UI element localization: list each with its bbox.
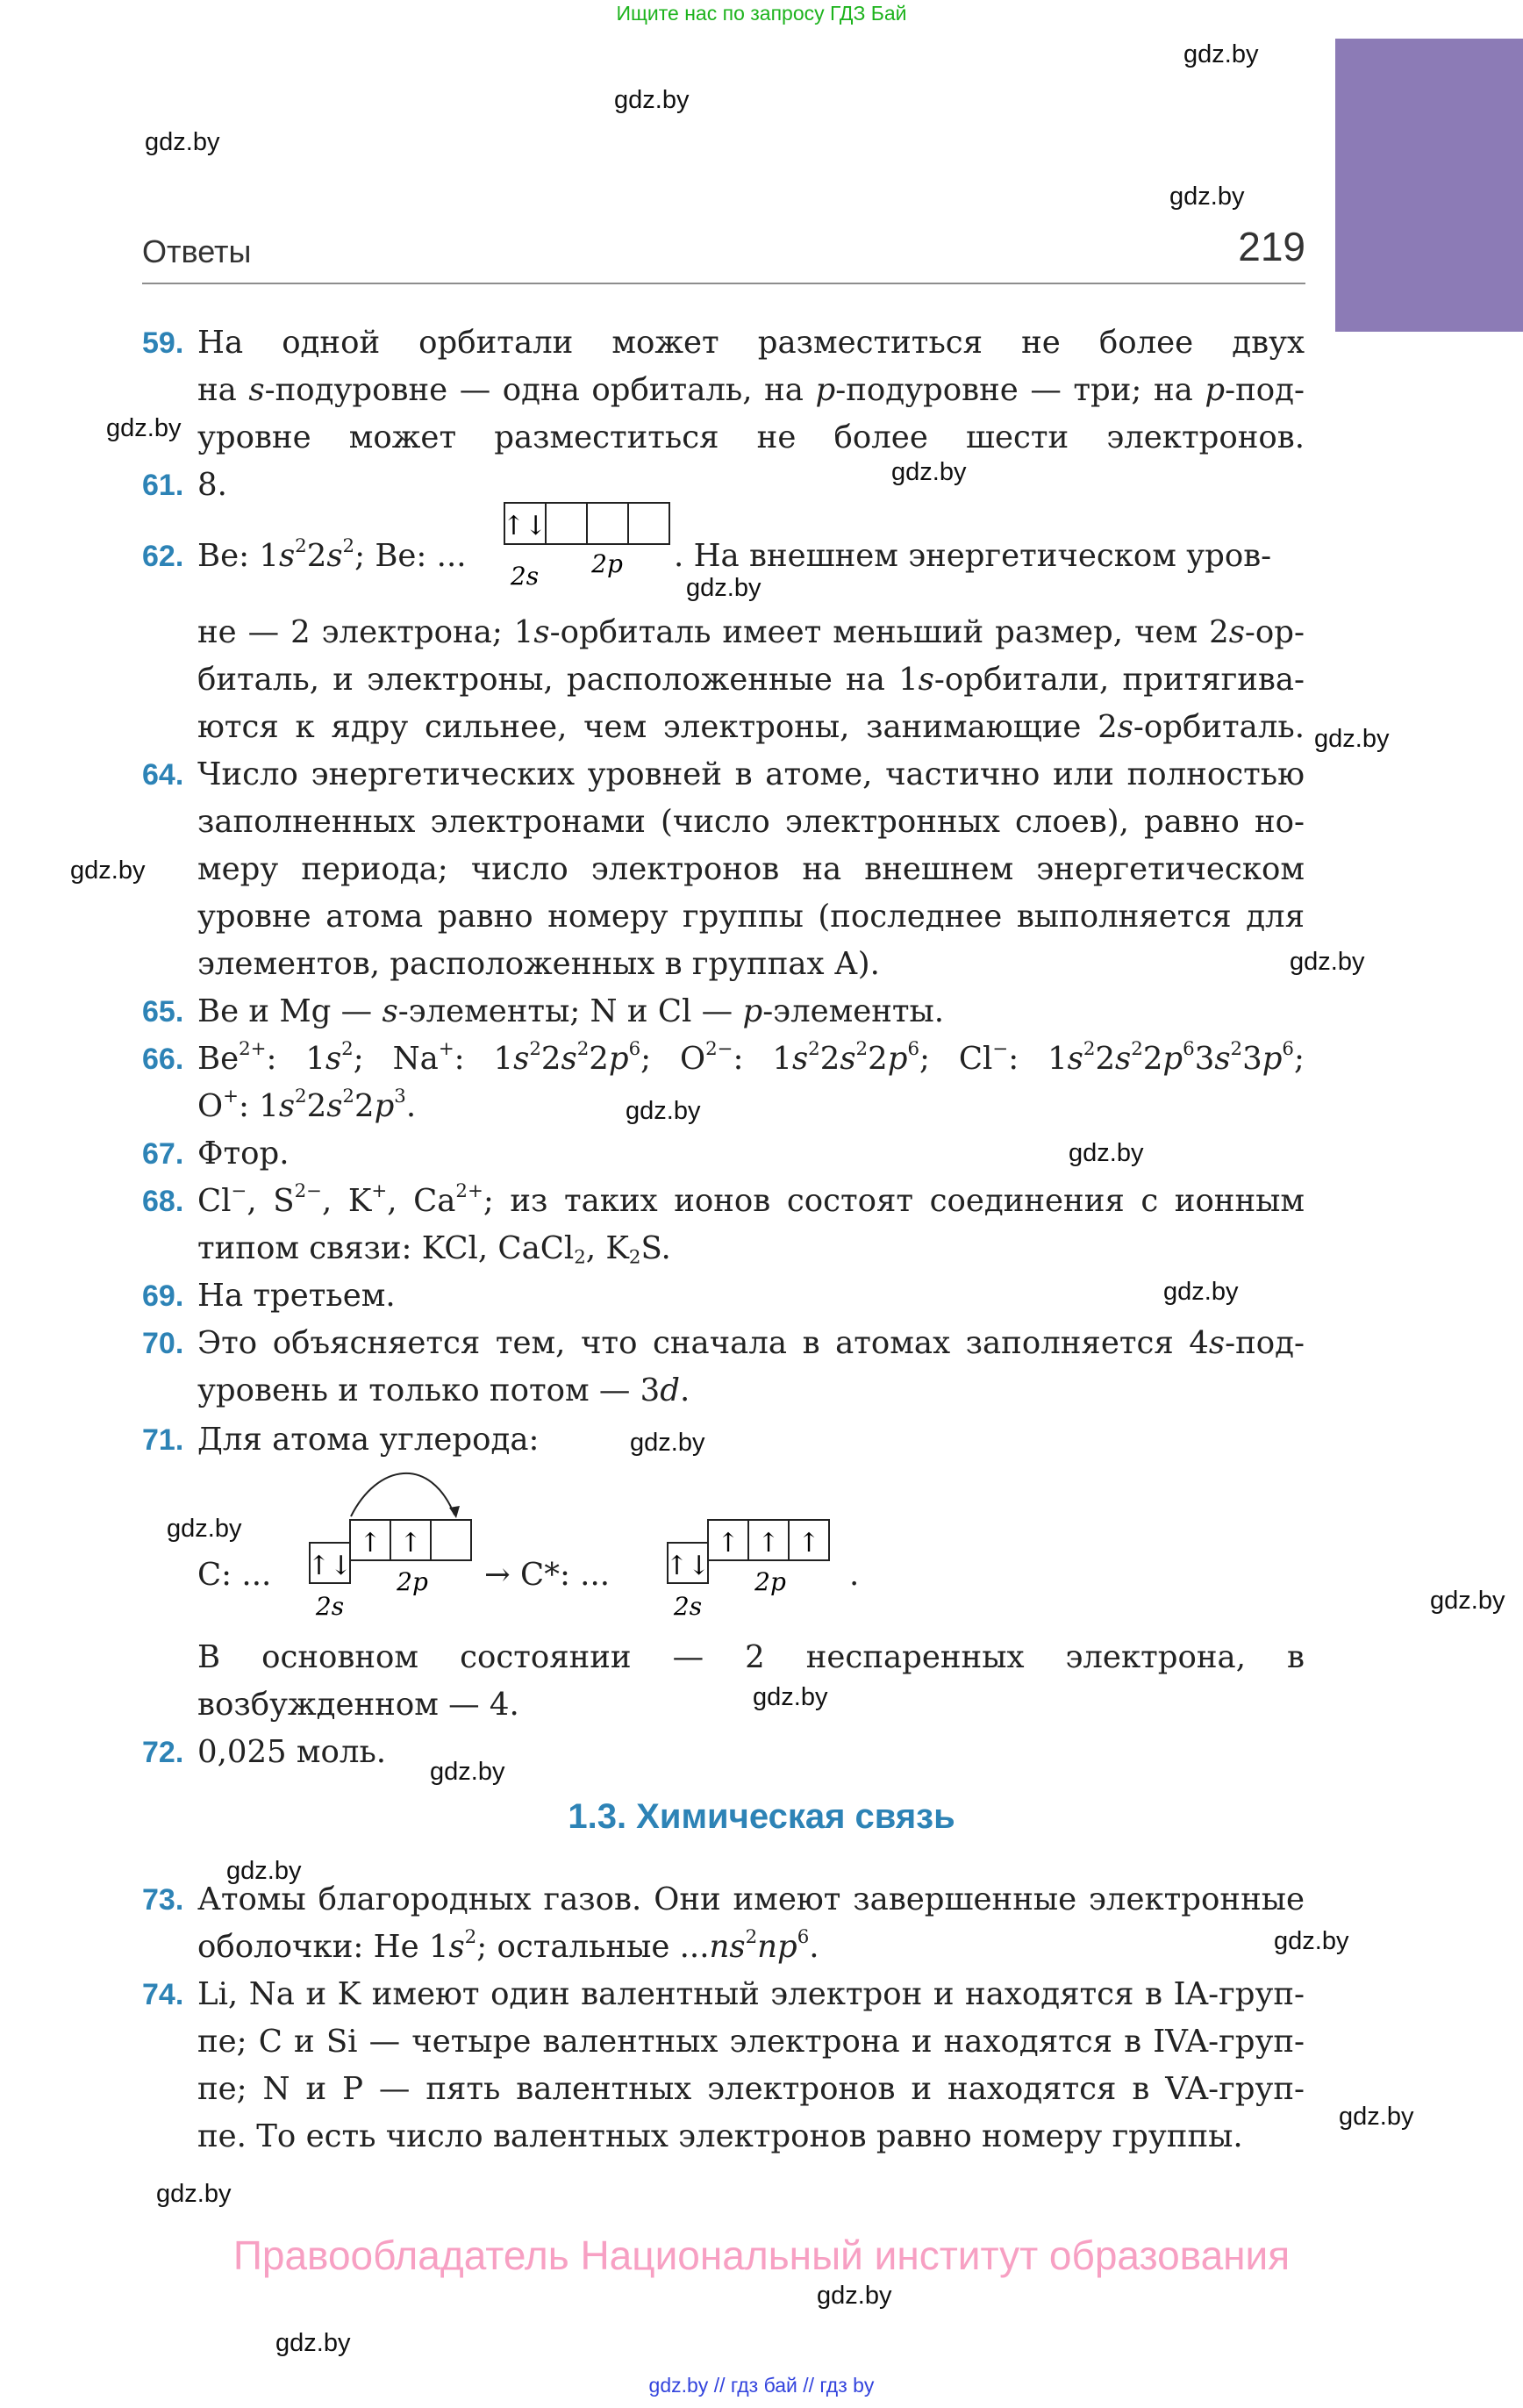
watermark: gdz.by <box>70 856 146 885</box>
orbital-cell <box>628 503 669 544</box>
answer-71-line: Для атома углерода: <box>197 1422 540 1458</box>
answer-59-line: уровне может разместиться не более шести электронов. <box>197 419 1305 455</box>
watermark: gdz.by <box>275 2329 351 2357</box>
answer-59-line: на s-подуровне — одна орбиталь, на p-подуровне — три; на p-под- <box>197 372 1305 408</box>
answer-68-line: типом связи: KCl, CaCl$_2$, $K_2S$. <box>197 1230 671 1269</box>
watermark: gdz.by <box>1274 1927 1349 1955</box>
answer-62-line: не — 2 электрона; 1s-орбиталь имеет меньший размер, чем 2s-ор- <box>197 614 1305 650</box>
answer-number: 64. <box>142 758 184 792</box>
sublevel-label: 2s <box>673 1592 703 1621</box>
watermark: gdz.by <box>1069 1139 1144 1167</box>
orbital-diagram-carbon <box>307 1464 483 1620</box>
answer-number: 68. <box>142 1185 184 1218</box>
answer-number: 59. <box>142 326 184 360</box>
answer-70-line: Это объясняется тем, что сначала в атомах заполняется 4s-под- <box>197 1325 1305 1361</box>
running-head: Ответы <box>142 233 252 269</box>
answer-59-line: На одной орбитали может разместиться не более двух <box>197 325 1305 361</box>
answer-66-line: O+: $1s^22s^22p^3$. <box>197 1086 417 1124</box>
sublevel-label: 2p <box>397 1567 428 1596</box>
watermark: gdz.by <box>106 414 182 442</box>
answer-number: 65. <box>142 995 184 1028</box>
answer-number: 70. <box>142 1327 184 1360</box>
watermark: gdz.by <box>630 1429 705 1457</box>
answer-64-line: заполненных электронами (число электронных слоев), равно но- <box>197 804 1305 840</box>
answer-number: 71. <box>142 1423 184 1457</box>
electron-pair-arrows: ↑↓ <box>502 511 547 541</box>
sublevel-label: 2p <box>591 549 623 578</box>
electron-arrow: ↑ <box>399 1528 422 1559</box>
section-title: 1.3. Химическая связь <box>568 1797 955 1836</box>
electron-arrow: ↑ <box>757 1528 780 1559</box>
page-number: 219 <box>1238 224 1305 269</box>
watermark: gdz.by <box>891 458 967 486</box>
bottom-note: gdz.by // гдз бай // гдз by <box>648 2374 875 2397</box>
watermark: gdz.by <box>614 86 690 114</box>
answer-67-line: Фтор. <box>197 1136 290 1172</box>
top-note: Ищите нас по запросу ГДЗ Бай <box>616 2 907 25</box>
electron-arrow: ↑ <box>797 1528 820 1559</box>
answer-number: 74. <box>142 1978 184 2011</box>
answer-74-line: Li, Na и K имеют один валентный электрон и находятся в IA-груп- <box>197 1976 1305 2012</box>
answer-66-line: $Be^{2+}$: $1s^2$; Na+: $1s^22s^22p^6$; $O^{2-}$: $1s^22s^22p^6$; Cl−: $1s^22s^22p^63s^23p^6$; <box>197 1038 1305 1077</box>
copyright-notice: Правообладатель Национальный институт образования <box>232 2232 1291 2278</box>
watermark: gdz.by <box>753 1683 828 1711</box>
answer-73-line: оболочки: He $1s^2$; остальные $...ns^2np^6$. <box>197 1926 819 1965</box>
electron-arrow: ↑ <box>359 1528 382 1559</box>
watermark: gdz.by <box>1163 1278 1239 1306</box>
answer-71-line: В основном состоянии — 2 неспаренных электрона, в <box>197 1639 1305 1675</box>
carbon-ground-label: C: ... <box>197 1557 272 1593</box>
watermark: gdz.by <box>430 1758 505 1786</box>
answer-64-line: Число энергетических уровней в атоме, частично или полностью <box>197 756 1305 792</box>
answer-number: 61. <box>142 469 184 502</box>
carbon-excited-label: → C*: ... <box>484 1557 611 1593</box>
answer-64-line: элементов, расположенных в группах А). <box>197 946 880 982</box>
carbon-diagram-period: . <box>849 1557 860 1593</box>
orbital-cell <box>431 1520 471 1560</box>
answer-74-line: пе; C и Si — четыре валентных электрона и находятся в IVA-груп- <box>197 2024 1305 2060</box>
answer-69-line: На третьем. <box>197 1278 396 1314</box>
answer-62-line: . На внешнем энергетическом уров- <box>674 538 1272 574</box>
answer-number: 69. <box>142 1279 184 1313</box>
watermark: gdz.by <box>817 2282 892 2310</box>
electron-arrow: ↑ <box>717 1528 740 1559</box>
answer-74-line: пе; N и P — пять валентных электронов и находятся в VA-груп- <box>197 2071 1305 2107</box>
answer-62-line: биталь, и электроны, расположенные на 1s-орбитали, притягива- <box>197 662 1305 698</box>
watermark: gdz.by <box>1169 183 1245 211</box>
electron-pair-arrows: ↑↓ <box>665 1551 711 1581</box>
watermark: gdz.by <box>626 1097 701 1125</box>
watermark: gdz.by <box>1290 948 1365 976</box>
watermark: gdz.by <box>167 1515 242 1543</box>
answer-72-line: 0,025 моль. <box>197 1734 387 1770</box>
chapter-tab <box>1335 39 1523 332</box>
orbital-diagram-carbon-excited <box>665 1511 840 1620</box>
answer-61-line: 8. <box>197 467 227 503</box>
answer-64-line: меру периода; число электронов на внешнем энергетическом <box>197 851 1305 887</box>
sublevel-label: 2s <box>315 1592 345 1621</box>
answer-68-line: Cl−, $S^{2-}$, K+, $Ca^{2+}$; из таких ионов состоят соединения с ионным <box>197 1180 1305 1219</box>
orbital-cell <box>546 503 587 544</box>
answer-number: 66. <box>142 1043 184 1076</box>
orbital-diagram-be <box>504 502 679 602</box>
sublevel-label: 2s <box>510 562 540 591</box>
excitation-arrow <box>351 1473 454 1516</box>
answer-64-line: уровне атома равно номеру группы (последнее выполняется для <box>197 899 1305 935</box>
answer-62-line: Be: $1s^22s^2$; Be: ... <box>197 535 467 574</box>
sublevel-label: 2p <box>754 1567 786 1596</box>
answer-74-line: пе. То есть число валентных электронов равно номеру группы. <box>197 2118 1243 2154</box>
answer-65-line: Be и Mg — s-элементы; N и Cl — p-элементы. <box>197 993 945 1029</box>
orbital-cell <box>587 503 628 544</box>
electron-pair-arrows: ↑↓ <box>307 1551 353 1581</box>
watermark: gdz.by <box>1314 725 1390 753</box>
watermark: gdz.by <box>145 128 220 156</box>
answer-number: 73. <box>142 1883 184 1917</box>
answer-73-line: Атомы благородных газов. Они имеют завершенные электронные <box>197 1881 1305 1917</box>
arrow-head <box>449 1506 460 1518</box>
watermark: gdz.by <box>1339 2103 1414 2131</box>
answer-62-line: ются к ядру сильнее, чем электроны, занимающие 2s-орбиталь. <box>197 709 1305 745</box>
watermark: gdz.by <box>226 1857 302 1885</box>
answer-71-line: возбужденном — 4. <box>197 1687 519 1723</box>
answer-70-line: уровень и только потом — 3d. <box>197 1372 690 1408</box>
answer-number: 72. <box>142 1736 184 1769</box>
watermark: gdz.by <box>686 574 762 602</box>
watermark: gdz.by <box>1183 40 1259 68</box>
answer-number: 67. <box>142 1137 184 1171</box>
watermark: gdz.by <box>156 2180 232 2208</box>
header-rule <box>142 283 1305 284</box>
watermark: gdz.by <box>1430 1587 1505 1615</box>
answer-number: 62. <box>142 540 184 573</box>
